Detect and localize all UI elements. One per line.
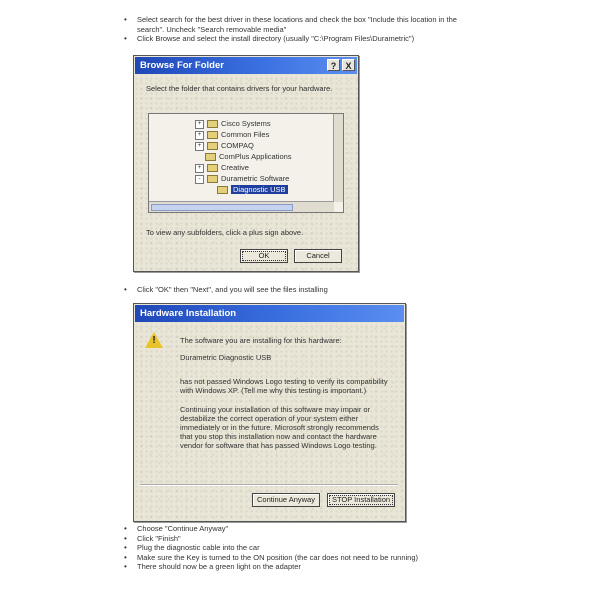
instruction-item: • Click Browse and select the install directory (usually "C:\Program Files\Durametric") [122, 34, 467, 44]
folder-icon [217, 186, 228, 194]
cancel-button[interactable]: Cancel [294, 249, 342, 263]
folder-tree[interactable] [148, 113, 344, 213]
risk-warning: Continuing your installation of this software may impair or destabilize the correct operation of your system either immediately or in the future. Microsoft strongly recommends that you stop this installation now and contact the hardware vendor for software that has passed Windows Logo testing. [180, 405, 379, 450]
warning-icon-mark: ! [152, 335, 156, 346]
ok-button[interactable]: OK [240, 249, 288, 263]
tree-item-creative[interactable]: + Creative [195, 162, 249, 173]
stop-installation-button[interactable]: STOP Installation [327, 493, 395, 507]
instruction-item: • Choose "Continue Anyway" [122, 524, 467, 534]
dialog-title: Hardware Installation [135, 305, 404, 322]
tree-item-complus[interactable]: ComPlus Applications [205, 151, 292, 162]
folder-open-icon [207, 175, 218, 183]
folder-icon [205, 153, 216, 161]
instruction-item: • Select search for the best driver in these locations and check the box "Include this location in the search". Uncheck "Search removable media" [122, 15, 467, 34]
folder-icon [207, 164, 218, 172]
expand-icon[interactable]: + [195, 120, 204, 129]
instruction-item: • There should now be a green light on the adapter [122, 562, 467, 572]
folder-icon [207, 131, 218, 139]
expand-icon[interactable]: + [195, 164, 204, 173]
dialog-title: Browse For Folder [135, 57, 357, 74]
instructions-top [122, 15, 467, 44]
vertical-scrollbar[interactable] [333, 114, 343, 202]
tree-item-compaq[interactable]: + COMPAQ [195, 140, 254, 151]
tree-item-durametric[interactable]: - Durametric Software [195, 173, 289, 184]
collapse-icon[interactable]: - [195, 175, 204, 184]
horizontal-scrollbar[interactable] [149, 201, 334, 212]
tree-item-cisco[interactable]: + Cisco Systems [195, 118, 271, 129]
folder-icon [207, 120, 218, 128]
divider [140, 484, 398, 486]
scrollbar-thumb[interactable] [151, 204, 293, 211]
hw-line1: The software you are installing for this hardware: [180, 336, 342, 345]
tree-item-diagnostic-usb[interactable]: Diagnostic USB [217, 184, 288, 195]
tree-item-common-files[interactable]: + Common Files [195, 129, 269, 140]
close-button[interactable]: X [342, 59, 355, 71]
logo-warning: has not passed Windows Logo testing to verify its compatibility with Windows XP. (Tell me why this testing is important.) [180, 377, 388, 395]
expand-icon[interactable]: + [195, 142, 204, 151]
instructions-bottom [122, 524, 467, 572]
folder-icon [207, 142, 218, 150]
device-name: Durametric Diagnostic USB [180, 353, 272, 362]
instruction-item: • Make sure the Key is turned to the ON position (the car does not need to be running) [122, 553, 467, 563]
expand-icon[interactable]: + [195, 131, 204, 140]
help-button[interactable]: ? [327, 59, 340, 71]
instruction-item: • Plug the diagnostic cable into the car [122, 543, 467, 553]
browse-prompt: Select the folder that contains drivers for your hardware. [146, 84, 333, 93]
instruction-item: • Click "Finish" [122, 534, 467, 544]
browse-hint: To view any subfolders, click a plus sign above. [146, 228, 304, 237]
instruction-item: • Click "OK" then "Next", and you will see the files installing [122, 285, 467, 295]
continue-anyway-button[interactable]: Continue Anyway [252, 493, 320, 507]
instructions-mid [122, 285, 467, 295]
